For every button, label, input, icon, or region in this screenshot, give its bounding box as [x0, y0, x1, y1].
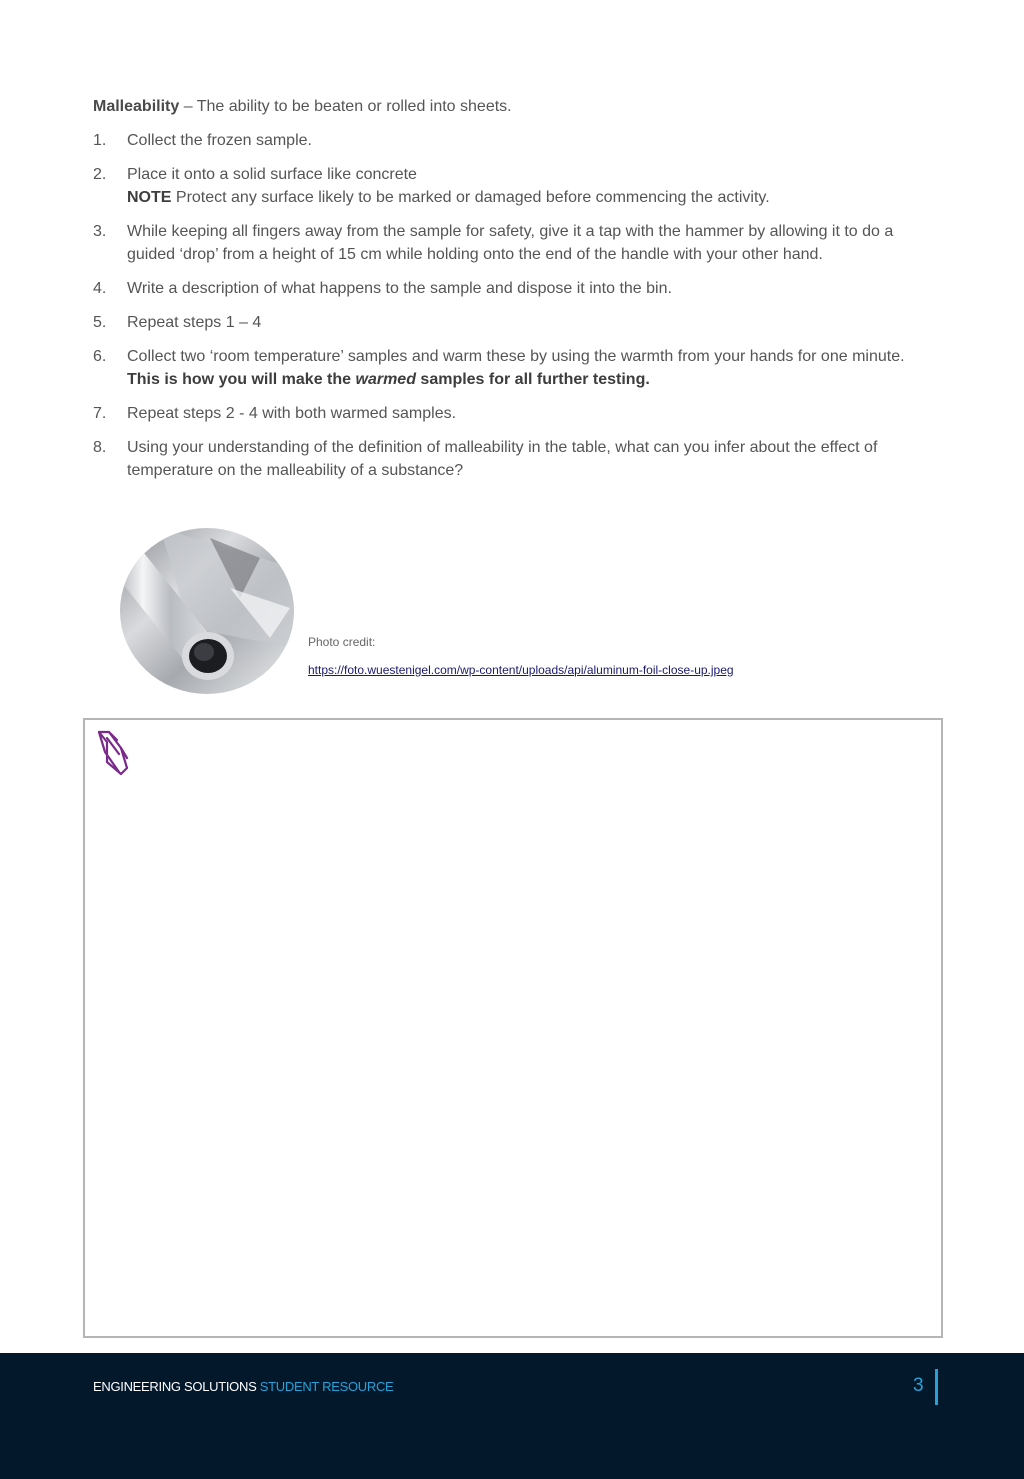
photo-credit-label: Photo credit: [308, 635, 376, 649]
definition-term: Malleability [93, 98, 180, 115]
step-8 [93, 436, 933, 482]
emphasis-italic: warmed [355, 371, 416, 388]
answer-box[interactable] [83, 718, 943, 1338]
definition [93, 95, 933, 118]
step-4 [93, 277, 933, 300]
step-3 [93, 220, 933, 266]
step-number: 7. [93, 405, 107, 422]
step-1 [93, 129, 933, 152]
step-text: Using your understanding of the definition of malleability in the table, what can you infer about the effect of temperature on the malleability of a substance? [127, 439, 878, 479]
step-text: Repeat steps 2 - 4 with both warmed samples. [127, 405, 457, 422]
emphasis-post: samples for all further testing. [415, 371, 650, 388]
step-emphasis [127, 371, 650, 388]
step-number: 6. [93, 348, 107, 365]
step-text: While keeping all fingers away from the sample for safety, give it a tap with the hammer by allowing it to do a guided ‘drop’ from a height of 15 cm while holding onto the end of the handle with your other hand. [127, 223, 894, 263]
write-hand-icon [95, 728, 135, 776]
step-number: 4. [93, 280, 107, 297]
steps-list [93, 129, 933, 482]
step-number: 8. [93, 439, 107, 456]
step-text: Place it onto a solid surface like concrete [127, 166, 417, 183]
step-number: 2. [93, 166, 107, 183]
step-text: Repeat steps 1 – 4 [127, 314, 262, 331]
note-label: NOTE [127, 189, 172, 206]
step-2 [93, 163, 933, 209]
step-text: Collect the frozen sample. [127, 132, 312, 149]
step-text: Write a description of what happens to the sample and dispose it into the bin. [127, 280, 672, 297]
page-number-divider [935, 1369, 938, 1405]
aluminum-foil-photo [120, 528, 294, 694]
page-number: 3 [913, 1375, 924, 1396]
step-text: Collect two ‘room temperature’ samples and warm these by using the warmth from your hands for one minute. [127, 348, 905, 365]
footer-title [93, 1379, 393, 1394]
step-number: 3. [93, 223, 107, 240]
instructions [93, 95, 933, 493]
step-7 [93, 402, 933, 425]
definition-text: – The ability to be beaten or rolled into sheets. [179, 98, 512, 115]
step-6 [93, 345, 933, 391]
step-5 [93, 311, 933, 334]
page-footer [0, 1353, 1024, 1479]
step-number: 5. [93, 314, 107, 331]
footer-title-part2: STUDENT RESOURCE [256, 1379, 394, 1394]
footer-title-part1: ENGINEERING SOLUTIONS [93, 1379, 257, 1394]
foil-roll-illustration [120, 528, 294, 694]
note-text: Protect any surface likely to be marked or damaged before commencing the activity. [171, 189, 770, 206]
step-number: 1. [93, 132, 107, 149]
photo-credit-link[interactable]: https://foto.wuestenigel.com/wp-content/uploads/api/aluminum-foil-close-up.jpeg [308, 663, 734, 677]
emphasis-pre: This is how you will make the [127, 371, 356, 388]
